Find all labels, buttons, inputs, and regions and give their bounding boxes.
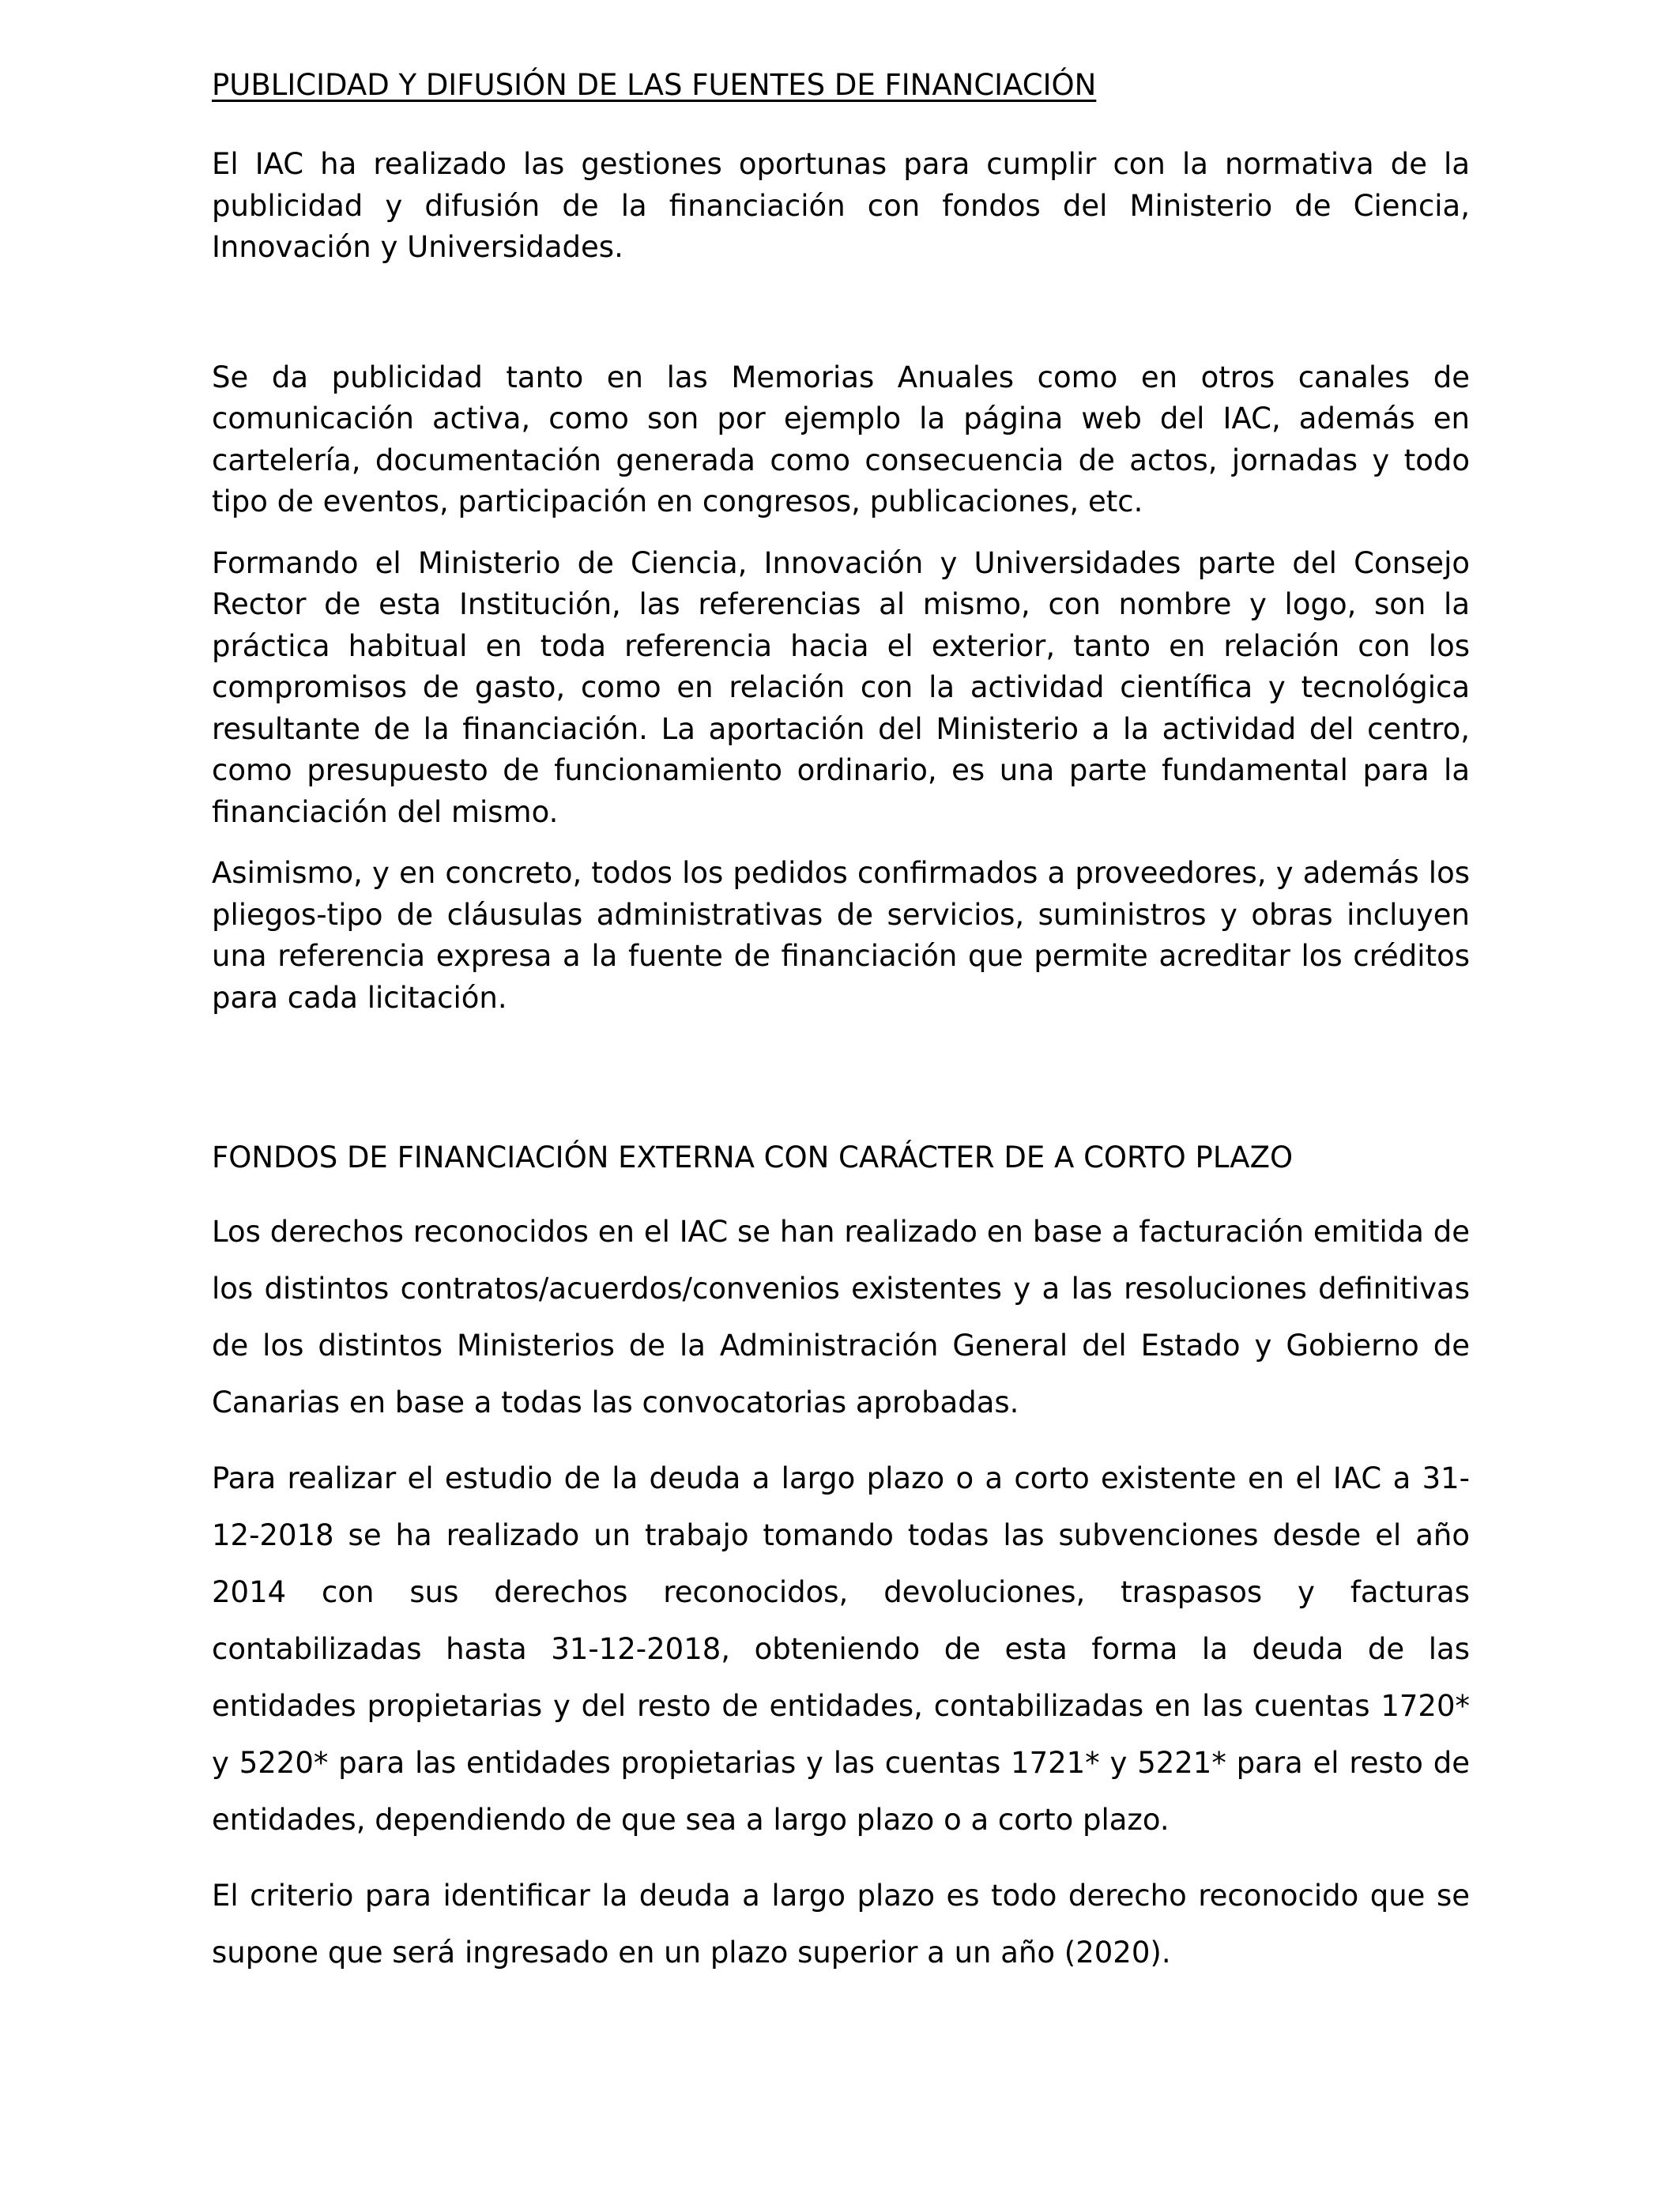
paragraph-memorias: Se da publicidad tanto en las Memorias Anuales como en otros canales de comunicación activa, como son por ejemplo la página web del IAC, además en cartelería, documentación generada como consecuencia de actos, jornadas y todo tipo de eventos, participación en congresos, publicaciones, etc. xyxy=(212,360,1470,518)
paragraph-estudio-deuda: Para realizar el estudio de la deuda a largo plazo o a corto existente en el IAC a 31-12-2018 se ha realizado un trabajo tomando todas las subvenciones desde el año 2014 con sus derechos reconocidos, devoluciones, traspasos y facturas contabilizadas hasta 31-12-2018, obteniendo de esta forma la deuda de las entidades propietarias y del resto de entidades, contabilizadas en las cuentas 1720* y 5220* para las entidades propietarias y las cuentas 1721* y 5221* para el resto de entidades, dependiendo de que sea a largo plazo o a corto plazo. xyxy=(212,1461,1470,1837)
document-body xyxy=(212,65,1470,1981)
paragraph-pedidos: Asimismo, y en concreto, todos los pedidos confirmados a proveedores, y además los pliegos-tipo de cláusulas administrativas de servicios, suministros y obras incluyen una referencia expresa a la fuente de financiación que permite acreditar los créditos para cada licitación. xyxy=(212,856,1470,1015)
paragraph-derechos: Los derechos reconocidos en el IAC se han realizado en base a facturación emitida de los distintos contratos/acuerdos/convenios existentes y a las resoluciones definitivas de los distintos Ministerios de la Administración General del Estado y Gobierno de Canarias en base a todas las convocatorias aprobadas. xyxy=(212,1215,1470,1419)
section-heading-fondos: FONDOS DE FINANCIACIÓN EXTERNA CON CARÁCTER DE A CORTO PLAZO xyxy=(212,1140,1294,1174)
paragraph-ministerio: Formando el Ministerio de Ciencia, Innovación y Universidades parte del Consejo Rector de esta Institución, las referencias al mismo, con nombre y logo, son la práctica habitual en toda referencia hacia el exterior, tanto en relación con los compromisos de gasto, como en relación con la actividad científica y tecnológica resultante de la financiación. La aportación del Ministerio a la actividad del centro, como presupuesto de funcionamiento ordinario, es una parte fundamental para la financiación del mismo. xyxy=(212,545,1470,829)
paragraph-criterio: El criterio para identificar la deuda a largo plazo es todo derecho reconocido que se supone que será ingresado en un plazo superior a un año (2020). xyxy=(212,1879,1470,1970)
section-heading-publicidad: PUBLICIDAD Y DIFUSIÓN DE LAS FUENTES DE FINANCIACIÓN xyxy=(212,68,1097,102)
paragraph-gestiones: El IAC ha realizado las gestiones oportunas para cumplir con la normativa de la publicidad y difusión de la financiación con fondos del Ministerio de Ciencia, Innovación y Universidades. xyxy=(212,147,1470,264)
